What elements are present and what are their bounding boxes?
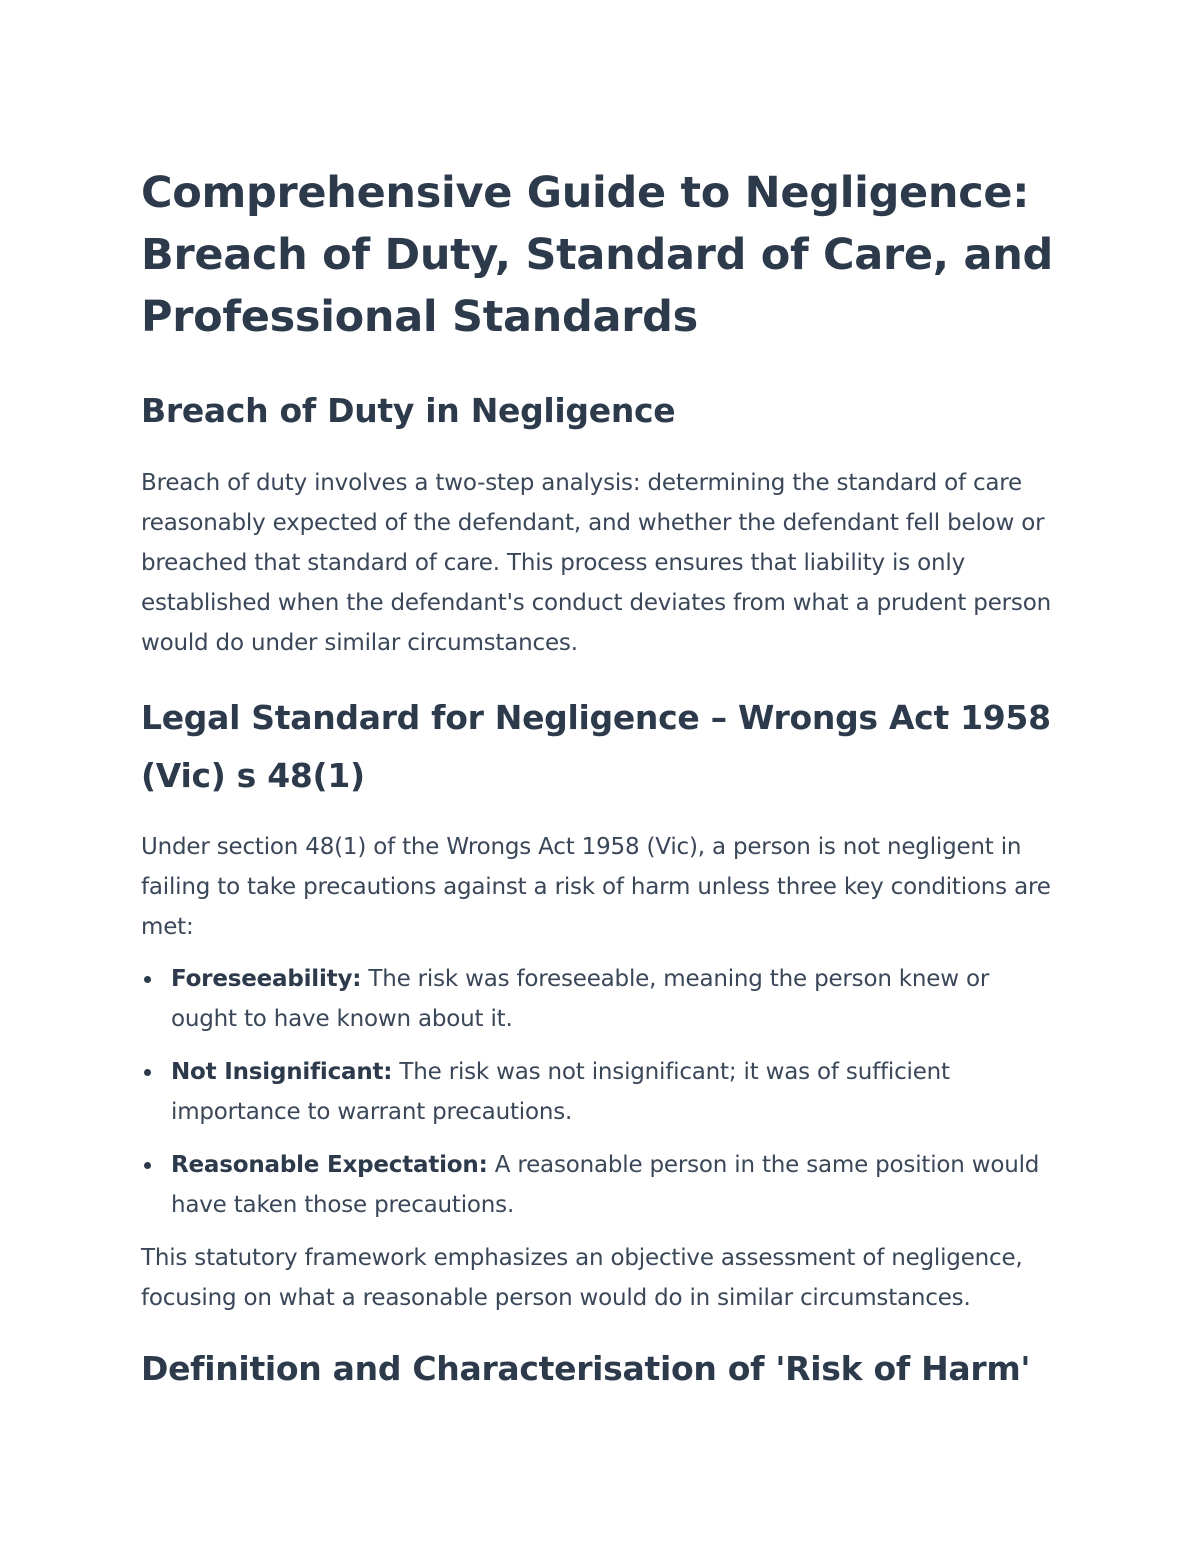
condition-term: Reasonable Expectation [171, 1152, 479, 1178]
condition-term: Not Insignificant [171, 1059, 384, 1085]
section-legal-standard [141, 689, 1060, 1318]
condition-separator: : [478, 1152, 488, 1178]
bullet-icon [144, 1069, 151, 1076]
list-item [141, 1145, 1060, 1225]
condition-term: Foreseeability [171, 966, 353, 992]
section-heading: Breach of Duty in Negligence [141, 391, 676, 430]
condition-text: A reasonable person in the same position would have taken those precautions. [171, 1152, 1040, 1218]
section-risk-of-harm [141, 1344, 1060, 1394]
condition-separator: : [352, 966, 362, 992]
section-heading: Legal Standard for Negligence – Wrongs Act 1958 (Vic) s 48(1) [141, 698, 1051, 795]
condition-text: The risk was foreseeable, meaning the person knew or ought to have known about it. [171, 966, 990, 1032]
bullet-icon [144, 976, 151, 983]
list-item [141, 959, 1060, 1039]
section-closing: This statutory framework emphasizes an objective assessment of negligence, focusing on what a reasonable person would do in similar circumstances. [141, 1245, 1023, 1311]
condition-text: The risk was not insignificant; it was of sufficient importance to warrant precautions. [171, 1059, 950, 1125]
section-paragraph: Breach of duty involves a two-step analysis: determining the standard of care reasonably expected of the defendant, and whether the defendant fell below or breached that standard of care. This process ensures that liability is only established when the defendant's conduct deviates from what a prudent person would do under similar circumstances. [141, 470, 1051, 656]
bullet-icon [144, 1162, 151, 1169]
section-intro: Under section 48(1) of the Wrongs Act 1958 (Vic), a person is not negligent in failing to take precautions against a risk of harm unless three key conditions are met: [141, 834, 1051, 940]
list-item [141, 1052, 1060, 1132]
document-title: Comprehensive Guide to Negligence: Breach of Duty, Standard of Care, and Professional Standards [141, 168, 1053, 342]
section-breach-of-duty [141, 386, 1060, 663]
section-heading: Definition and Characterisation of 'Risk of Harm' [141, 1349, 1031, 1388]
conditions-list [141, 959, 1060, 1225]
condition-separator: : [383, 1059, 393, 1085]
